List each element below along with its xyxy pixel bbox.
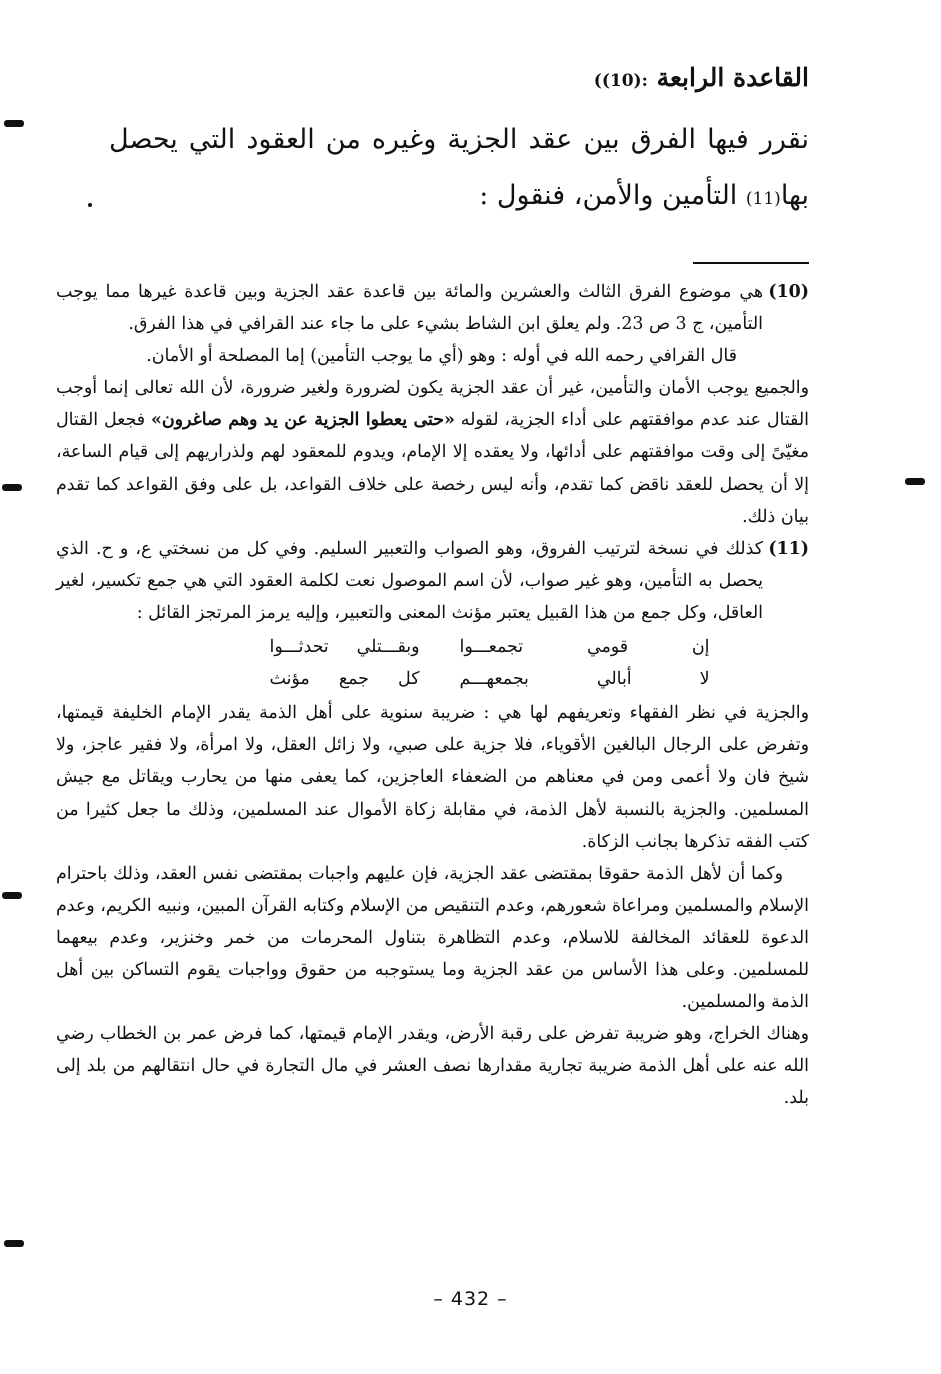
footnote-paragraph: قال القرافي رحمه الله في أوله : وهو (أي ما يوجب التأمين) إما المصلحة أو الأمان. bbox=[146, 346, 737, 367]
verse-word: أبالي bbox=[596, 669, 632, 690]
verse-line-1 bbox=[56, 631, 763, 663]
footnote-paragraph bbox=[56, 372, 809, 532]
intro-text-2: التأمين والأمن، فنقول : bbox=[479, 180, 746, 211]
verse-word: تحدثـــوا bbox=[269, 637, 329, 658]
footnote-paragraph: وكما أن لأهل الذمة حقوقا بمقتضى عقد الجزية، فإن عليهم واجبات بمقتضى نفس العقد، وذلك باحترام الإسلام والمسلمين ومراعاة شعورهم، وعدم التنقيص من الإسلام وكتابه القرآن المبين، ونبيه الكريم، وعدم الدعوة للعقائد المخالفة للاسلام، وعدم التظاهرة بتناول المحرمات من خمر وخنزير، وعدم بيعهما للمسلمين. وعلى هذا الأساس من عقد الجزية وما يستوجبه من حقوق وواجبات يقوم التساكن بين أهل الذمة والمسلمين. bbox=[56, 863, 809, 1013]
section-heading bbox=[109, 58, 809, 101]
footnote-11 bbox=[56, 533, 809, 1115]
scan-mark bbox=[4, 120, 24, 127]
scan-mark bbox=[2, 892, 22, 899]
verse-word: بجمعهـــم bbox=[459, 669, 529, 690]
poem-verse bbox=[56, 631, 763, 695]
verse-word: مؤنث bbox=[269, 669, 310, 690]
verse-line-2 bbox=[56, 663, 763, 695]
footnote-number: (10) bbox=[768, 282, 809, 302]
scan-mark bbox=[905, 478, 925, 485]
scan-speck bbox=[88, 203, 92, 207]
verse-hemistich bbox=[460, 631, 710, 663]
verse-word: وبقـــتلي bbox=[356, 637, 420, 658]
paragraph-text: فجعل القتال مغيّىً إلى وقت موافقتهم على أدائها، ولا يعقده إلا الإمام، ويدوم للمعقود لهم ولذراريهم إلى قيام الساعة، إلا أن يحصل للعقد ناقض كما تقدم، وأنه ليس رخصة على خلاف القواعد، بل على وفق القواعد كما تقدم بيان ذلك. bbox=[56, 410, 809, 527]
verse-word: لا bbox=[699, 669, 710, 690]
verse-word: قومي bbox=[586, 637, 629, 658]
footnote-paragraph: والجزية في نظر الفقهاء وتعريفهم لها هي : ضريبة سنوية على أهل الذمة يقدر الإمام الخليفة قيمتها، وتفرض على الرجال البالغين الأقوياء، فلا جزية على صبي، ولا زائل العقل، ولا امرأة، ولا فقير عاجز، ولا شيخ فان ولا أعمى ومن في معناهم من الضعفاء العاجزين، كما يعفى منها من يحارب ويقاتل مع جيش المسلمين. والجزية بالنسبة لأهل الذمة، في مقابلة زكاة الأموال عند المسلمين، وذلك ما جعل كثيرا من كتب الفقه تذكرها بجانب الزكاة. bbox=[56, 703, 809, 852]
intro-footnote-ref: (11) bbox=[745, 189, 781, 209]
quran-quote: «حتى يعطوا الجزية عن يد وهم صاغرون» bbox=[151, 410, 455, 431]
scan-mark bbox=[4, 1240, 24, 1247]
footnote-paragraph: هي موضوع الفرق الثالث والعشرين والمائة بين قاعدة عقد الجزية وبين قاعدة غيرها مما يوجب التأمين، ج 3 ص 23. ولم يعلق ابن الشاط بشيء على ما جاء عند القرافي في هذا الفرق. bbox=[56, 282, 763, 335]
verse-hemistich bbox=[460, 663, 710, 695]
footnote-number: (11) bbox=[768, 538, 809, 559]
footnote-10 bbox=[56, 276, 809, 533]
footnote-separator bbox=[693, 262, 809, 264]
page-number: – 432 – bbox=[433, 1288, 508, 1310]
verse-word: جمع bbox=[338, 669, 369, 690]
verse-word: كل bbox=[398, 669, 420, 690]
heading-footnote-ref: :(10)) bbox=[593, 71, 648, 91]
intro-text-1: نقرر فيها الفرق بين عقد الجزية وغيره من العقود التي يحصل بها bbox=[109, 124, 809, 211]
heading-title: القاعدة الرابعة bbox=[656, 63, 809, 92]
footnotes bbox=[56, 276, 809, 1114]
verse-word: إن bbox=[691, 637, 710, 658]
intro-paragraph bbox=[109, 112, 809, 227]
footnote-paragraph: وهناك الخراج، وهو ضريبة تفرض على رقبة الأرض، ويقدر الإمام قيمتها، كما فرض عمر بن الخطاب رضي الله عنه على أهل الذمة ضريبة تجارية مقدارها نصف العشر في مال التجارة في حال انتقالهم من بلد إلى بلد. bbox=[56, 1024, 809, 1109]
paragraph-text: والجميع يوجب الأمان والتأمين، غير أن عقد الجزية يكون لضرورة ولغير ضرورة، لأن الله تعالى إنما أوجب القتال عند عدم موافقتهم على أداء الجزية، لقوله bbox=[56, 378, 809, 431]
footnote-paragraph: كذلك في نسخة لترتيب الفروق، وهو الصواب والتعبير السليم. وفي كل من نسختي ع، و ح. الذي يحصل به التأمين، وهو غير صواب، لأن اسم الموصول نعت لكلمة العقود التي هي جمع تكسير، لغير العاقل، وكل جمع من هذا القبيل يعتبر مؤنث المعنى والتعبير، وإليه يرمز المرتجز القائل : bbox=[56, 538, 763, 623]
verse-word: تجمعـــوا bbox=[459, 637, 524, 658]
verse-hemistich bbox=[270, 631, 420, 663]
scan-mark bbox=[2, 484, 22, 491]
verse-hemistich bbox=[270, 663, 420, 695]
